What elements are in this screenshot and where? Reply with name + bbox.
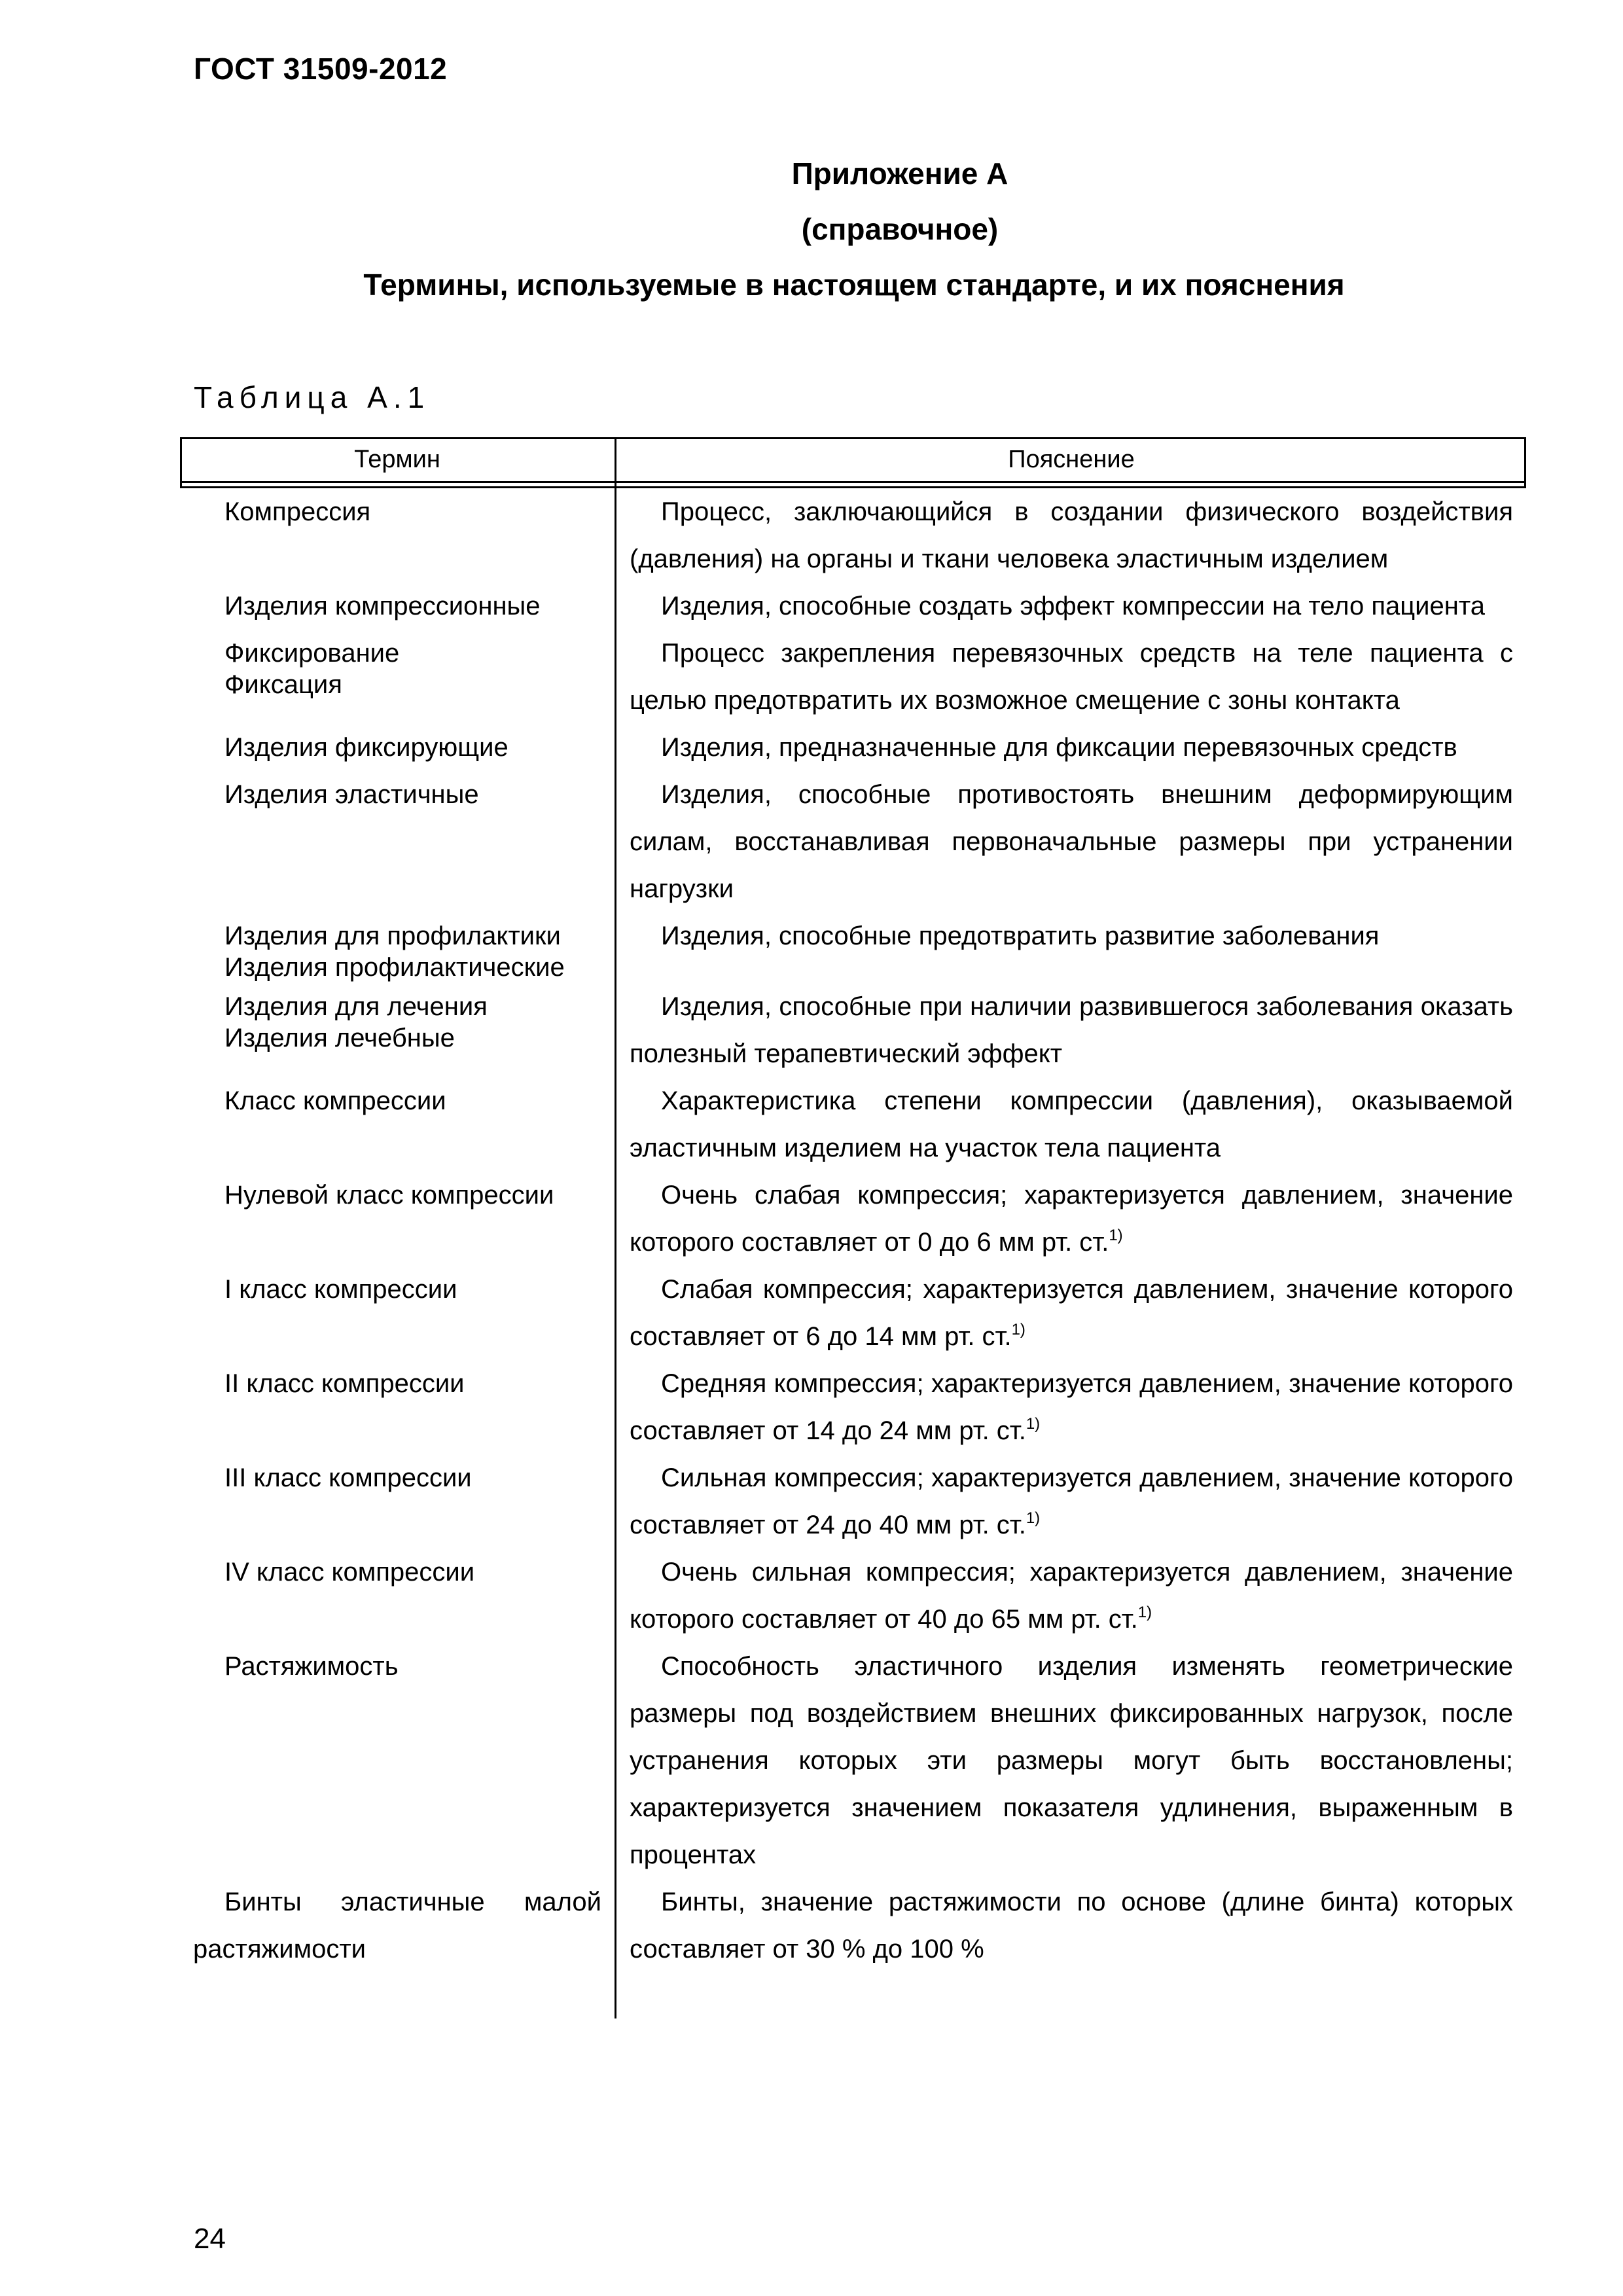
term-cell (180, 983, 615, 1077)
column-header-term: Термин (354, 446, 440, 473)
table-caption: Таблица А.1 (194, 380, 431, 414)
term-text: III класс компрессии (224, 1463, 472, 1492)
table-top-rule (180, 437, 1526, 439)
explanation-text: Характеристика степени компрессии (давления), оказываемой эластичным изделием на участок тела пациента (630, 1086, 1513, 1162)
term-text: Фиксирование (224, 639, 400, 668)
table-row (180, 1172, 1526, 1266)
term-cell (180, 1549, 615, 1643)
explanation-text: Бинты, значение растяжимости по основе (длине бинта) которых составляет от 30 % до 100 % (630, 1888, 1513, 1964)
explanation-cell (615, 724, 1526, 771)
term-text: IV класс компрессии (224, 1558, 475, 1587)
table-row (180, 1643, 1526, 1878)
explanation-text: Изделия, способные при наличии развившегося заболевания оказать полезный терапевтический эффект (630, 992, 1513, 1068)
footnote-mark: 1) (1137, 1604, 1152, 1621)
explanation-text: Изделия, предназначенные для фиксации перевязочных средств (661, 733, 1457, 762)
table-rows (180, 488, 1526, 1973)
explanation-cell (615, 1643, 1526, 1878)
table-row (180, 1266, 1526, 1360)
explanation-cell (615, 912, 1526, 983)
table-row (180, 983, 1526, 1077)
table-row (180, 771, 1526, 912)
explanation-cell (615, 983, 1526, 1077)
term-cell (180, 488, 615, 583)
explanation-text: Изделия, способные создать эффект компрессии на тело пациента (661, 592, 1485, 620)
explanation-text: Изделия, способные предотвратить развитие заболевания (661, 922, 1380, 950)
page-number: 24 (194, 2223, 226, 2255)
explanation-cell (615, 630, 1526, 724)
table-row (180, 1454, 1526, 1549)
term-text: Фиксация (224, 670, 342, 699)
table-row (180, 583, 1526, 630)
explanation-cell (615, 488, 1526, 583)
table-row (180, 1077, 1526, 1172)
appendix-subject: Термины, используемые в настоящем стандарте, и их пояснения (363, 268, 1345, 302)
table-row (180, 1360, 1526, 1454)
explanation-text: Процесс закрепления перевязочных средств на теле пациента с целью предотвратить их возможное смещение с зоны контакта (630, 639, 1513, 715)
table-row (180, 912, 1526, 983)
explanation-cell (615, 1077, 1526, 1172)
table-row (180, 488, 1526, 583)
footnote-mark: 1) (1026, 1415, 1041, 1433)
explanation-text: Способность эластичного изделия изменять геометрические размеры под воздействием внешних фиксированных нагрузок, после устранения которых эти размеры могут быть восстановлены; характеризуется значением показателя удлинения, выраженным в процентах (630, 1652, 1513, 1869)
term-text: Изделия фиксирующие (224, 733, 508, 762)
explanation-cell (615, 1454, 1526, 1549)
explanation-text: Средняя компрессия; характеризуется давлением, значение которого составляет от 14 до 24 мм рт. ст. (630, 1369, 1513, 1445)
term-text: Нулевой класс компрессии (224, 1181, 554, 1210)
table-row (180, 1549, 1526, 1643)
appendix-type: (справочное) (801, 212, 999, 246)
term-text: Растяжимость (224, 1652, 399, 1681)
explanation-text: Сильная компрессия; характеризуется давлением, значение которого составляет от 24 до 40 мм рт. ст. (630, 1463, 1513, 1539)
term-text: Изделия для профилактики (224, 922, 561, 950)
term-text: Изделия компрессионные (224, 592, 541, 620)
explanation-cell (615, 1172, 1526, 1266)
table-row (180, 1878, 1526, 1973)
column-header-explanation: Пояснение (1008, 446, 1135, 473)
terms-table (180, 437, 1526, 2018)
term-text: Изделия эластичные (224, 780, 479, 809)
table-row (180, 630, 1526, 724)
term-cell (180, 912, 615, 983)
table-row (180, 724, 1526, 771)
footnote-mark: 1) (1109, 1227, 1123, 1244)
doc-code: ГОСТ 31509-2012 (194, 52, 448, 86)
term-cell (180, 1454, 615, 1549)
explanation-text: Изделия, способные противостоять внешним деформирующим силам, восстанавливая первоначальные размеры при устранении нагрузки (630, 780, 1513, 903)
term-text: Компрессия (224, 497, 371, 526)
explanation-cell (615, 1878, 1526, 1973)
explanation-cell (615, 1549, 1526, 1643)
term-text: Изделия для лечения (224, 992, 488, 1021)
term-text: Класс компрессии (224, 1086, 446, 1115)
term-text: Изделия профилактические (224, 953, 565, 982)
term-cell (180, 1266, 615, 1360)
term-cell (180, 771, 615, 912)
explanation-cell (615, 771, 1526, 912)
footnote-mark: 1) (1011, 1321, 1026, 1338)
term-text: II класс компрессии (224, 1369, 465, 1398)
table-header-rule (180, 481, 1526, 483)
explanation-text: Очень слабая компрессия; характеризуется давлением, значение которого составляет от 0 до 6 мм рт. ст. (630, 1181, 1513, 1257)
term-cell (180, 630, 615, 724)
term-text: Изделия лечебные (224, 1024, 455, 1052)
term-cell (180, 1172, 615, 1266)
explanation-text: Процесс, заключающийся в создании физического воздействия (давления) на органы и ткани человека эластичным изделием (630, 497, 1513, 573)
explanation-cell (615, 583, 1526, 630)
term-cell (180, 1878, 615, 1973)
term-cell (180, 583, 615, 630)
term-cell (180, 1360, 615, 1454)
explanation-cell (615, 1266, 1526, 1360)
term-cell (180, 724, 615, 771)
explanation-cell (615, 1360, 1526, 1454)
explanation-text: Очень сильная компрессия; характеризуется давлением, значение которого составляет от 40 до 65 мм рт. ст. (630, 1558, 1513, 1634)
term-cell (180, 1077, 615, 1172)
term-text: I класс компрессии (224, 1275, 457, 1304)
appendix-title: Приложение А (791, 156, 1008, 190)
footnote-mark: 1) (1026, 1509, 1041, 1527)
term-cell (180, 1643, 615, 1878)
explanation-text: Слабая компрессия; характеризуется давлением, значение которого составляет от 6 до 14 мм рт. ст. (630, 1275, 1513, 1351)
term-text: Бинты эластичные малой растяжимости (193, 1888, 601, 1964)
